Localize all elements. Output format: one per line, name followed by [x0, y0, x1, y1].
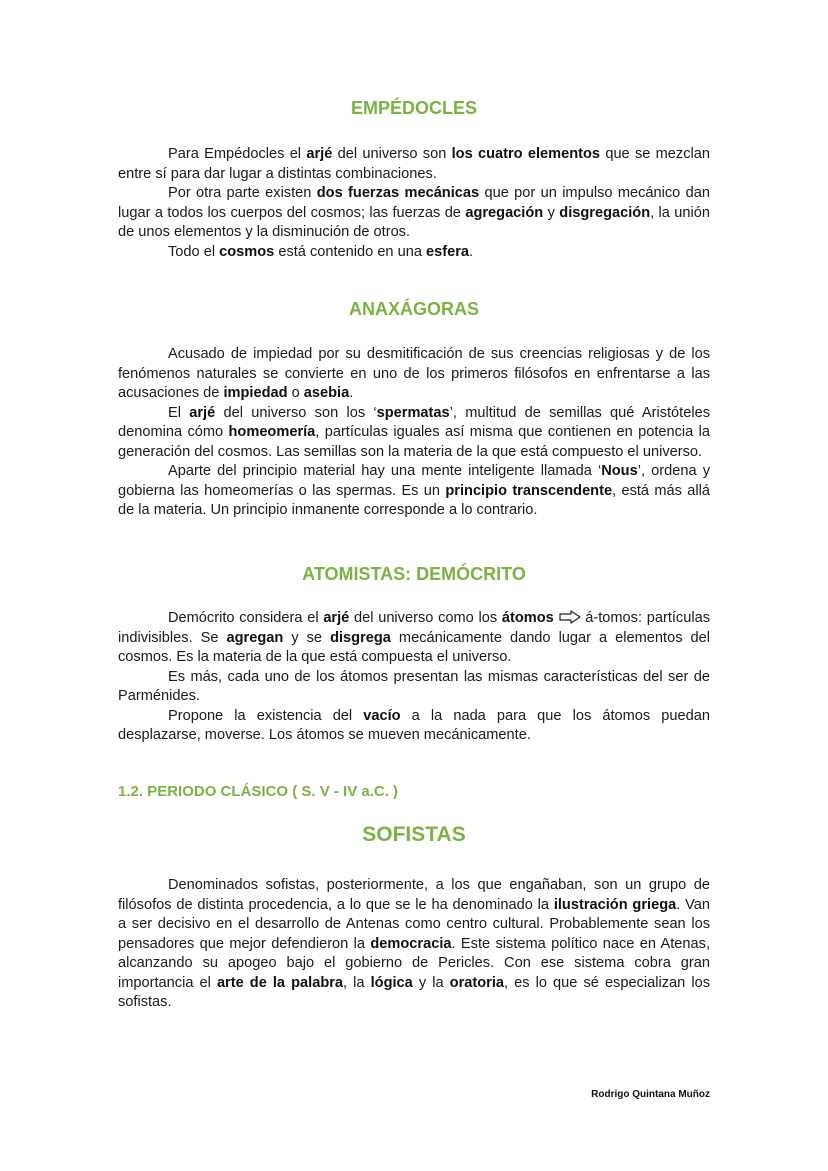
- footer-author: Rodrigo Quintana Muñoz: [591, 1089, 710, 1100]
- paragraph: Propone la existencia del vacío a la nada para que los átomos puedan desplazarse, moverse. Los átomos se mueven mecánicamente.: [118, 707, 711, 743]
- section-atomistas: [118, 609, 710, 746]
- right-arrow-icon: [559, 610, 581, 624]
- heading-atomistas: ATOMISTAS: DEMÓCRITO: [302, 564, 526, 584]
- heading-empedocles: EMPÉDOCLES: [350, 98, 478, 118]
- heading-periodo-clasico: 1.2. PERIODO CLÁSICO ( S. V - IV a.C. ): [118, 783, 399, 800]
- section-empedocles: [118, 145, 710, 262]
- paragraph: El arjé del universo son los ‘spermatas’, multitud de semillas qué Aristóteles denomina cómo homeomería, partículas iguales así misma que contienen en potencia la generación del cosmos. Las semillas son la materia de la que está compuesto el universo.: [118, 404, 710, 460]
- heading-sofistas: SOFISTAS: [362, 823, 466, 846]
- paragraph: Es más, cada uno de los átomos presentan las mismas características del ser de Parménides.: [118, 668, 710, 704]
- paragraph: Aparte del principio material hay una mente inteligente llamada ‘Nous’, ordena y gobierna las homeomerías o las spermas. Es un principio transcendente, está más allá de la materia. Un principio inmanente corresponde a lo contrario.: [118, 463, 710, 518]
- paragraph: Todo el cosmos está contenido en una esfera.: [168, 243, 474, 260]
- heading-anaxagoras: ANAXÁGORAS: [348, 299, 479, 319]
- section-sofistas: [118, 876, 710, 1013]
- section-anaxagoras: [118, 345, 710, 521]
- paragraph: Denominados sofistas, posteriormente, a los que engañaban, son un grupo de filósofos de distinta procedencia, a lo que se le ha denominado la ilustración griega. Van a ser decisivo en el desarrollo de Antenas como centro cultural. Probablemente sean los pensadores que mejor defendieron la democracia. Este sistema político nace en Atenas, alcanzando su apogeo bajo el gobierno de Pericles. Con ese sistema cobra gran importancia el arte de la palabra, la lógica y la oratoria, es lo que sé especializan los sofistas.: [118, 877, 711, 1010]
- paragraph: Demócrito considera el arjé del universo como los átomos á-tomos: partículas indivisibles. Se agregan y se disgrega mecánicamente dando lugar a elementos del cosmos. Es la materia de la que está compuesta el universo.: [118, 610, 710, 665]
- paragraph: Por otra parte existen dos fuerzas mecánicas que por un impulso mecánico dan lugar a todos los cuerpos del cosmos; las fuerzas de agregación y disgregación, la unión de unos elementos y la disminución de otros.: [118, 185, 711, 240]
- paragraph: Para Empédocles el arjé del universo son los cuatro elementos que se mezclan entre sí para dar lugar a distintas combinaciones.: [118, 146, 710, 182]
- paragraph: Acusado de impiedad por su desmitificación de sus creencias religiosas y de los fenómenos naturales se convierte en uno de los primeros filósofos en enfrentarse a las acusaciones de impiedad o asebia.: [118, 346, 710, 401]
